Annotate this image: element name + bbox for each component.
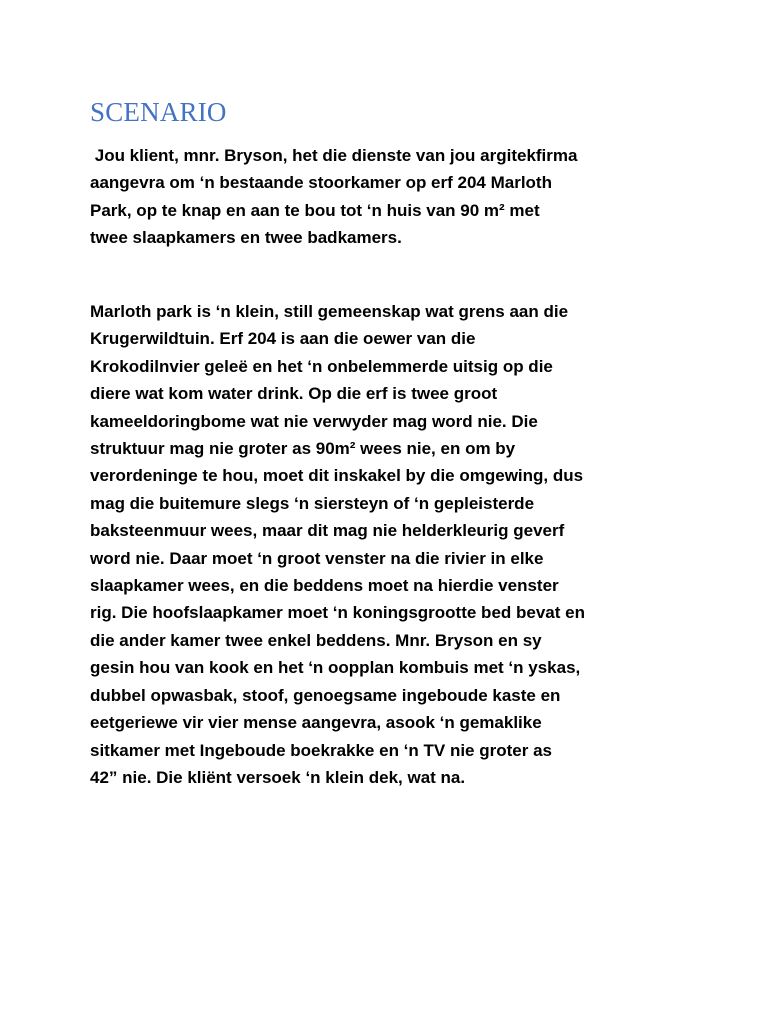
site-description-paragraph: Marloth park is ‘n klein, still gemeenskap wat grens aan die Krugerwildtuin. Erf 204 is aan die oewer van die Krokodilnvier geleë en het ‘n onbelemmerde uitsig op die diere wat kom water drink. Op die erf is twee groot kameeldoringbome wat nie verwyder mag word nie. Die struktuur mag nie groter as 90m² wees nie, en om by verordeninge te hou, moet dit inskakel by die omgewing, dus mag die buitemure slegs ‘n siersteyn of ‘n gepleisterde baksteenmuur wees, maar dit mag nie helderkleurig geverf word nie. Daar moet ‘n groot venster na die rivier in elke slaapkamer wees, en die beddens moet na hierdie venster rig. Die hoofslaapkamer moet ‘n koningsgrootte bed bevat en die ander kamer twee enkel beddens. Mnr. Bryson en sy gesin hou van kook en het ‘n oopplan kombuis met ‘n yskas, dubbel opwasbak, stoof, genoegsame ingeboude kaste en eetgeriewe vir vier mense aangevra, asook ‘n gemaklike sitkamer met Ingeboude boekrakke en ‘n TV nie groter as 42” nie. Die kliënt versoek ‘n klein dek, wat na.: [90, 302, 585, 787]
intro-paragraph: Jou klient, mnr. Bryson, het die dienste van jou argitekfirma aangevra om ‘n bestaande stoorkamer op erf 204 Marloth Park, op te knap en aan te bou tot ‘n huis van 90 m² met twee slaapkamers en twee badkamers.: [90, 146, 578, 248]
page-title: SCENARIO: [90, 97, 227, 127]
